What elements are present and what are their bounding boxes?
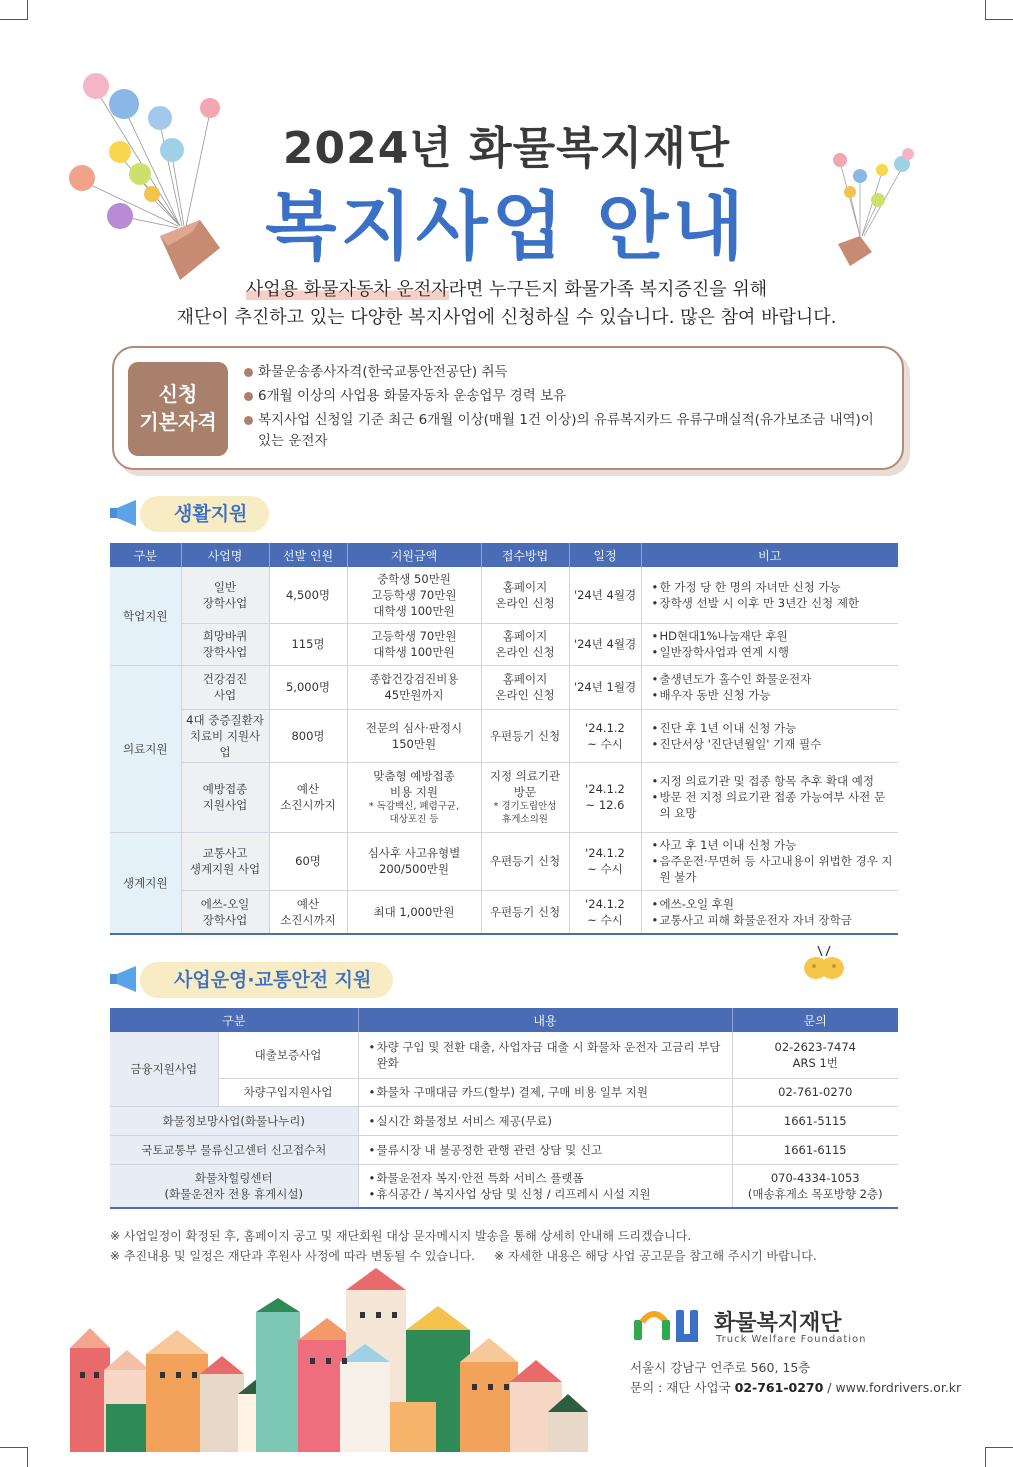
program-name: 에쓰-오일 장학사업: [181, 890, 269, 934]
schedule: '24년 4월경: [569, 567, 641, 623]
table-row: [110, 1032, 898, 1078]
program-name: 화물정보망사업(화물나누리): [110, 1106, 358, 1135]
selection-count: 115명: [269, 623, 347, 665]
schedule: '24.1.2 ~ 수시: [569, 832, 641, 890]
application-method: 우편등기 신청: [481, 890, 569, 934]
column-header: 지원금액: [347, 543, 481, 567]
selection-count: 예산 소진시까지: [269, 762, 347, 832]
column-header: 선발 인원: [269, 543, 347, 567]
category-cell: 생계지원: [110, 832, 181, 934]
intro-line2: 재단이 추진하고 있는 다양한 복지사업에 신청하실 수 있습니다. 많은 참여 바랍니다.: [176, 307, 837, 328]
support-amount: 최대 1,000만원: [347, 890, 481, 934]
content: • 차량 구입 및 전환 대출, 사업자금 대출 시 화물차 운전자 고금리 부담 완화: [358, 1032, 732, 1078]
selection-count: 4,500명: [269, 567, 347, 623]
column-header: 구분: [110, 543, 181, 567]
table-header-row: [110, 1008, 898, 1032]
schedule: '24년 1월경: [569, 665, 641, 709]
footnote-1: ※ 사업일정이 확정된 후, 홈페이지 공고 및 재단회원 대상 문자메시지 발송을 통해 상세히 안내해 드리겠습니다.: [110, 1229, 692, 1243]
schedule: '24.1.2 ~ 12.6: [569, 762, 641, 832]
qualification-label: [128, 362, 228, 456]
support-amount: 종합건강검진비용 45만원까지: [347, 665, 481, 709]
intro-text: [0, 276, 1013, 332]
megaphone-icon: [110, 966, 138, 992]
qualification-item: 6개월 이상의 사업용 화물자동차 운송업무 경력 보유: [244, 386, 886, 407]
qualification-label-line2: 기본자격: [139, 410, 217, 434]
table-row: [110, 709, 898, 762]
category-cell: 의료지원: [110, 665, 181, 832]
crop-mark-bottom-left: [0, 1447, 28, 1467]
application-method: 홈페이지 온라인 신청: [481, 623, 569, 665]
page-title-year: 2024년 화물복지재단: [282, 123, 731, 174]
qualification-item: 화물운송종사자격(한국교통안전공단) 취득: [244, 362, 886, 383]
selection-count: 5,000명: [269, 665, 347, 709]
table-row: [110, 1078, 898, 1106]
megaphone-icon: [110, 500, 138, 526]
program-name: 화물차힐링센터 (화물운전자 전용 휴게시설): [110, 1164, 358, 1208]
qualification-box: [112, 346, 904, 470]
contact: 02-2623-7474 ARS 1번: [732, 1032, 898, 1078]
schedule: '24.1.2 ~ 수시: [569, 709, 641, 762]
program-name: 건강검진 사업: [181, 665, 269, 709]
qualification-label-line1: 신청: [158, 382, 198, 406]
column-header: 문의: [732, 1008, 898, 1032]
content: • 화물운전자 복지·안전 특화 서비스 플랫폼 • 휴식공간 / 복지사업 상담 및 신청 / 리프레시 시설 지원: [358, 1164, 732, 1208]
application-method: 우편등기 신청: [481, 832, 569, 890]
program-name: 교통사고 생계지원 사업: [181, 832, 269, 890]
butterfly-icon: [800, 944, 848, 984]
category-cell: 학업지원: [110, 567, 181, 665]
table-row: [110, 762, 898, 832]
intro-line1: 라면 누구든지 화물가족 복지증진을 위해: [448, 279, 768, 300]
support-amount: 전문의 심사·판정시 150만원: [347, 709, 481, 762]
application-method: 홈페이지 온라인 신청: [481, 665, 569, 709]
contact: 070-4334-1053 (매송휴게소 목포방향 2층): [732, 1164, 898, 1208]
application-method: 홈페이지 온라인 신청: [481, 567, 569, 623]
business-support-table: [110, 1008, 898, 1209]
remarks: • 지정 의료기관 및 접종 항목 추후 확대 예정 • 방문 전 지정 의료기관 접종 가능여부 사전 문의 요망: [641, 762, 898, 832]
remarks: • 출생년도가 홀수인 화물운전자 • 배우자 동반 신청 가능: [641, 665, 898, 709]
contact: 02-761-0270: [732, 1078, 898, 1106]
column-header: 구분: [110, 1008, 358, 1032]
content: • 화물차 구매대금 카드(할부) 결제, 구매 비용 일부 지원: [358, 1078, 732, 1106]
phone-number: 02-761-0270: [734, 1380, 824, 1395]
support-amount: 맞춤형 예방접종 비용 지원 * 독감백신, 폐렴구균, 대상포진 등: [347, 762, 481, 832]
contact: 1661-6115: [732, 1135, 898, 1164]
column-header: 일정: [569, 543, 641, 567]
selection-count: 60명: [269, 832, 347, 890]
life-support-table: [110, 543, 898, 935]
remarks: • 에쓰-오일 후원 • 교통사고 피해 화물운전자 자녀 장학금: [641, 890, 898, 934]
program-name: 예방접종 지원사업: [181, 762, 269, 832]
logo-mark-icon: [632, 1302, 702, 1346]
table-row: [110, 665, 898, 709]
table-row: [110, 890, 898, 934]
contact: 1661-5115: [732, 1106, 898, 1135]
column-header: 접수방법: [481, 543, 569, 567]
remarks: • 한 가정 당 한 명의 자녀만 신청 가능 • 장학생 선발 시 이후 만 3년간 신청 제한: [641, 567, 898, 623]
support-amount: 고등학생 70만원 대학생 100만원: [347, 623, 481, 665]
column-header: 비고: [641, 543, 898, 567]
remarks: • HD현대1%나눔재단 후원 • 일반장학사업과 연계 시행: [641, 623, 898, 665]
table-row: [110, 1164, 898, 1208]
program-name: 희망바퀴 장학사업: [181, 623, 269, 665]
schedule: '24.1.2 ~ 수시: [569, 890, 641, 934]
page-title-main: 복지사업 안내: [265, 184, 748, 270]
table-row: [110, 567, 898, 623]
crop-mark-top-right: [985, 0, 1013, 20]
column-header: 사업명: [181, 543, 269, 567]
address: 서울시 강남구 언주로 560, 15층: [630, 1360, 811, 1375]
application-method: 우편등기 신청: [481, 709, 569, 762]
town-illustration: [60, 1262, 600, 1452]
contact-line: 문의 : 재단 사업국 02-761-0270 / www.fordrivers.or.kr: [630, 1380, 962, 1395]
crop-mark-top-left: [0, 0, 28, 20]
table-header-row: [110, 543, 898, 567]
logo-name-kr: 화물복지재단: [714, 1311, 842, 1336]
section-header-life-support: [110, 496, 310, 532]
table-row: [110, 1106, 898, 1135]
footer-contact: [630, 1358, 961, 1398]
support-amount: 중학생 50만원 고등학생 70만원 대학생 100만원: [347, 567, 481, 623]
program-name: 4대 중증질환자 치료비 지원사업: [181, 709, 269, 762]
content: • 실시간 화물정보 서비스 제공(무료): [358, 1106, 732, 1135]
program-name: 차량구입지원사업: [218, 1078, 358, 1106]
logo-name-en: Truck Welfare Foundation: [716, 1334, 867, 1345]
program-name: 일반 장학사업: [181, 567, 269, 623]
selection-count: 예산 소진시까지: [269, 890, 347, 934]
program-name: 국토교통부 물류신고센터 신고접수처: [110, 1135, 358, 1164]
section-header-business-support: [110, 962, 430, 998]
selection-count: 800명: [269, 709, 347, 762]
table-row: [110, 832, 898, 890]
qualification-list: [244, 362, 886, 455]
category-cell: 금융지원사업: [110, 1032, 218, 1106]
qualification-item: 복지사업 신청일 기준 최근 6개월 이상(매월 1건 이상)의 유류복지카드 유류구매실적(유가보조금 내역)이 있는 운전자: [244, 410, 886, 452]
remarks: • 사고 후 1년 이내 신청 가능 • 음주운전·무면허 등 사고내용이 위법한 경우 지원 불가: [641, 832, 898, 890]
column-header: 내용: [358, 1008, 732, 1032]
intro-highlight: 사업용 화물자동차 운전자: [245, 279, 449, 300]
section-title: 생활지원: [140, 496, 269, 532]
footnote-2: ※ 추진내용 및 일정은 재단과 후원사 사정에 따라 변동될 수 있습니다. ※ 자세한 내용은 해당 사업 공고문을 참고해 주시기 바랍니다.: [110, 1249, 817, 1263]
application-method: 지정 의료기관 방문 * 경기도립안성 휴게소의원: [481, 762, 569, 832]
table-row: [110, 623, 898, 665]
crop-mark-bottom-right: [985, 1447, 1013, 1467]
table-row: [110, 1135, 898, 1164]
footnotes: [110, 1226, 817, 1266]
content: • 물류시장 내 불공정한 관행 관련 상담 및 신고: [358, 1135, 732, 1164]
foundation-logo: [632, 1302, 922, 1350]
support-amount: 심사후 사고유형별 200/500만원: [347, 832, 481, 890]
remarks: • 진단 후 1년 이내 신청 가능 • 진단서상 '진단년월일' 기재 필수: [641, 709, 898, 762]
schedule: '24년 4월경: [569, 623, 641, 665]
section-title: 사업운영·교통안전 지원: [140, 962, 393, 998]
program-name: 대출보증사업: [218, 1032, 358, 1078]
